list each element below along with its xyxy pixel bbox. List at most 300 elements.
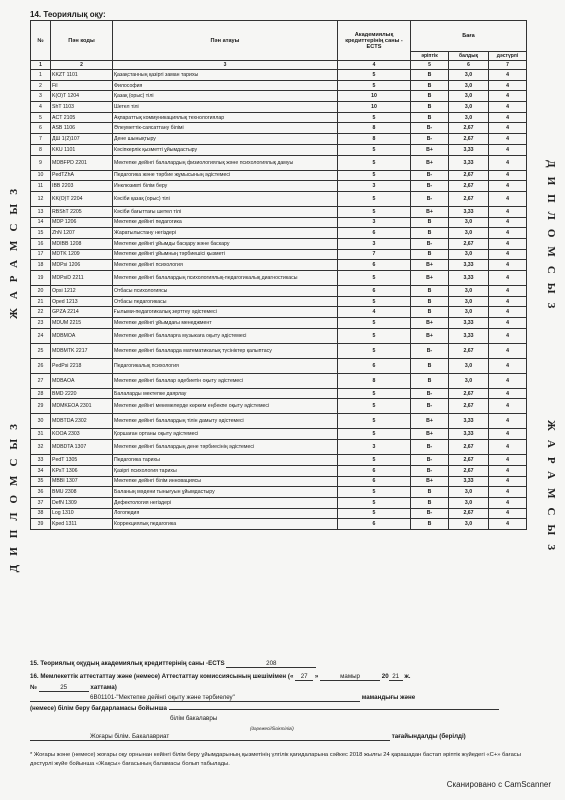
course-name: Педагогикалық психология (113, 358, 338, 373)
course-name: Мектепке дейінгі балаларға музыкаға оқыту әдістемесі (113, 328, 338, 343)
column-index-cell: 6 (449, 61, 489, 70)
table-row (31, 144, 527, 155)
column-index-cell: 3 (113, 61, 338, 70)
row-number: 34 (31, 465, 51, 476)
course-credits: 3 (338, 440, 411, 455)
table-row (31, 271, 527, 286)
table-row (31, 286, 527, 297)
row-number: 39 (31, 519, 51, 530)
grade-letter: B+ (411, 476, 449, 487)
grade-points: 3,0 (449, 80, 489, 91)
credits-total-line (30, 660, 316, 668)
row-number: 32 (31, 440, 51, 455)
grade-letter: B+ (411, 328, 449, 343)
row-number: 25 (31, 343, 51, 358)
section-title: 14. Теориялық оқу: (30, 10, 106, 19)
grade-letter: B+ (411, 318, 449, 329)
row-number: 5 (31, 112, 51, 123)
grade-traditional: 4 (489, 455, 527, 466)
grade-letter: B- (411, 238, 449, 249)
grade-points: 3,0 (449, 373, 489, 388)
header-traditional: дәстүрлі (489, 52, 527, 61)
table-row (31, 497, 527, 508)
grade-rows (31, 70, 527, 530)
grade-points: 3,0 (449, 91, 489, 102)
grade-traditional: 4 (489, 260, 527, 271)
grade-traditional: 4 (489, 476, 527, 487)
grade-letter: B- (411, 508, 449, 519)
grade-letter: B (411, 373, 449, 388)
course-name: Мектепке дейінгі ұйымның тәрбиешісі қызметі (113, 249, 338, 260)
table-row (31, 307, 527, 318)
grade-letter: B (411, 286, 449, 297)
grade-traditional: 4 (489, 102, 527, 113)
grade-traditional: 4 (489, 181, 527, 192)
course-credits: 10 (338, 91, 411, 102)
course-credits: 10 (338, 102, 411, 113)
course-name: Мектепке дейінгі білім инновациясы (113, 476, 338, 487)
grade-letter: B+ (411, 271, 449, 286)
row-number: 3 (31, 91, 51, 102)
table-row (31, 102, 527, 113)
grade-points: 3,0 (449, 249, 489, 260)
grade-traditional: 4 (489, 271, 527, 286)
course-code: MDP 1206 (51, 217, 113, 228)
course-code: MDBDTA 1307 (51, 440, 113, 455)
grade-traditional: 4 (489, 170, 527, 181)
grade-traditional: 4 (489, 80, 527, 91)
row-number: 36 (31, 487, 51, 498)
grade-letter: B (411, 296, 449, 307)
row-number: 9 (31, 155, 51, 170)
header-num: № (31, 21, 51, 61)
table-row (31, 155, 527, 170)
row-number: 21 (31, 296, 51, 307)
program-label: (немесе) білім беру бағдарламасы бойынша (30, 705, 167, 712)
course-credits: 5 (338, 343, 411, 358)
row-number: 38 (31, 508, 51, 519)
degree-line (30, 733, 530, 741)
grade-letter: B (411, 70, 449, 81)
column-index-cell: 7 (489, 61, 527, 70)
table-row (31, 519, 527, 530)
scanner-label: Сканировано с CamScanner (446, 780, 551, 789)
table-row (31, 170, 527, 181)
course-name: Педагогика тарихы (113, 455, 338, 466)
row-number: 18 (31, 260, 51, 271)
row-number: 14 (31, 217, 51, 228)
grade-letter: B- (411, 123, 449, 134)
course-code: Opsi 1212 (51, 286, 113, 297)
course-code: KPsT 1306 (51, 465, 113, 476)
course-code: GPZA 2214 (51, 307, 113, 318)
course-code: BMU 2308 (51, 487, 113, 498)
row-number: 29 (31, 399, 51, 414)
grade-points: 3,33 (449, 206, 489, 217)
course-credits: 5 (338, 80, 411, 91)
grade-letter: B (411, 217, 449, 228)
grade-points: 2,67 (449, 465, 489, 476)
course-credits: 4 (338, 307, 411, 318)
grade-points: 3,33 (449, 144, 489, 155)
course-credits: 6 (338, 260, 411, 271)
grade-letter: B- (411, 399, 449, 414)
degree-value: Жоғары білім. Бакалавриат (30, 733, 390, 741)
course-name: Балаларды мектепке даярлау (113, 388, 338, 399)
course-name: Дене шынықтыру (113, 134, 338, 145)
protocol-note: хаттама) (90, 684, 117, 691)
grade-points: 3,0 (449, 70, 489, 81)
course-credits: 8 (338, 134, 411, 145)
program-value: білім бакалавры (170, 715, 218, 722)
grade-points: 2,67 (449, 343, 489, 358)
degree-sub-note: (дәрежесі/біліктілігі) (250, 726, 294, 731)
attestation-year-prefix: 20 (381, 673, 389, 680)
grade-traditional: 4 (489, 238, 527, 249)
credits-total-label: 15. Теориялық оқудың академиялық кредиттерінің саны -ECTS (30, 660, 225, 667)
course-credits: 5 (338, 170, 411, 181)
course-credits: 5 (338, 271, 411, 286)
row-number: 6 (31, 123, 51, 134)
course-name: Коррекциялық педагогика (113, 519, 338, 530)
column-index-cell: 2 (51, 61, 113, 70)
grade-letter: B (411, 80, 449, 91)
course-code: ASB 1106 (51, 123, 113, 134)
course-name: Мектепке дейінгі балалардың психологиялық-педагогикалық диагностикасы (113, 271, 338, 286)
table-row (31, 343, 527, 358)
grade-traditional: 4 (489, 112, 527, 123)
specialty-line (30, 694, 530, 702)
course-code: KK(O)T 2204 (51, 191, 113, 206)
grade-points: 2,67 (449, 191, 489, 206)
grade-points: 2,67 (449, 388, 489, 399)
grade-letter: B (411, 358, 449, 373)
grade-traditional: 4 (489, 487, 527, 498)
course-code: Kped 1311 (51, 519, 113, 530)
row-number: 37 (31, 497, 51, 508)
course-name: Мектепке дейінгі ұйымды басқару және баскару (113, 238, 338, 249)
course-code: MDBTDA 2302 (51, 414, 113, 429)
grade-traditional: 4 (489, 399, 527, 414)
course-name: Кәсіпкерлік қызметті ұйымдастыру (113, 144, 338, 155)
course-name: Қазіргі психология тарихы (113, 465, 338, 476)
grade-traditional: 4 (489, 123, 527, 134)
course-code: MDBFPD 2201 (51, 155, 113, 170)
protocol-num: 25 (39, 684, 89, 692)
column-index-cell: 1 (31, 61, 51, 70)
course-name: Мектепке дейінгі балалардың тілін дамыту әдістемесі (113, 414, 338, 429)
course-code: Log 1310 (51, 508, 113, 519)
grade-letter: B- (411, 134, 449, 145)
attestation-quote: » (314, 673, 319, 680)
watermark-left-top: ЖАРАМСЫЗ (8, 180, 20, 320)
grade-points: 3,33 (449, 318, 489, 329)
course-code: PedTZhA (51, 170, 113, 181)
course-name: Мектепке дейінгі балаларда математикалық түсініктер қалыптасу (113, 343, 338, 358)
course-code: MDBMTK 2217 (51, 343, 113, 358)
grade-traditional: 4 (489, 286, 527, 297)
grade-points: 2,67 (449, 181, 489, 192)
course-name: Қазақстанның қазіргі заман тарихы (113, 70, 338, 81)
course-credits: 5 (338, 296, 411, 307)
table-row (31, 70, 527, 81)
row-number: 1 (31, 70, 51, 81)
grade-traditional: 4 (489, 465, 527, 476)
grade-points: 2,67 (449, 508, 489, 519)
grades-table (30, 20, 527, 530)
course-code: MDPsi 1206 (51, 260, 113, 271)
table-row (31, 296, 527, 307)
table-row (31, 123, 527, 134)
grade-letter: B- (411, 191, 449, 206)
grade-traditional: 4 (489, 414, 527, 429)
table-row (31, 217, 527, 228)
grade-traditional: 4 (489, 497, 527, 508)
grade-letter: B (411, 497, 449, 508)
table-row (31, 134, 527, 145)
grade-traditional: 4 (489, 155, 527, 170)
row-number: 19 (31, 271, 51, 286)
course-credits: 6 (338, 476, 411, 487)
row-number: 31 (31, 429, 51, 440)
row-number: 23 (31, 318, 51, 329)
course-name: Қазақ (орыс) тілі (113, 91, 338, 102)
grade-letter: B- (411, 343, 449, 358)
grade-points: 3,0 (449, 358, 489, 373)
column-index-row (31, 61, 527, 70)
grade-points: 3,0 (449, 487, 489, 498)
course-code: RBShT 2205 (51, 206, 113, 217)
course-code: ACT 2105 (51, 112, 113, 123)
course-name: Мектепке дейінгі психология (113, 260, 338, 271)
protocol-line (30, 684, 117, 692)
course-name: Мектепке дейінгі балалардың физиологиялық және психологиялық дамуы (113, 155, 338, 170)
grade-letter: B- (411, 440, 449, 455)
course-name: Инклюзивті білім беру (113, 181, 338, 192)
attestation-year: 21 (389, 673, 403, 681)
course-name: Ақпараттық коммуникациялық технологиялар (113, 112, 338, 123)
grade-points: 3,0 (449, 286, 489, 297)
course-code: Fil (51, 80, 113, 91)
course-credits: 5 (338, 508, 411, 519)
grade-points: 3,0 (449, 497, 489, 508)
row-number: 26 (31, 358, 51, 373)
grade-traditional: 4 (489, 134, 527, 145)
table-row (31, 399, 527, 414)
course-name: Баланың мәдени тынығуын ұйымдастыру (113, 487, 338, 498)
grade-points: 3,0 (449, 217, 489, 228)
grade-points: 3,33 (449, 260, 489, 271)
course-name: Әлеуметтік-саясаттану білімі (113, 123, 338, 134)
grade-points: 3,0 (449, 228, 489, 239)
program-line (30, 705, 530, 712)
program-rule (169, 709, 499, 710)
course-code: MBBI 1307 (51, 476, 113, 487)
grade-letter: B+ (411, 414, 449, 429)
course-credits: 5 (338, 70, 411, 81)
grade-traditional: 4 (489, 519, 527, 530)
table-row (31, 228, 527, 239)
row-number: 27 (31, 373, 51, 388)
course-code: DefN 1309 (51, 497, 113, 508)
grade-points: 3,0 (449, 296, 489, 307)
grade-traditional: 4 (489, 429, 527, 440)
table-row (31, 476, 527, 487)
row-number: 33 (31, 455, 51, 466)
row-number: 2 (31, 80, 51, 91)
grade-points: 2,67 (449, 238, 489, 249)
row-number: 30 (31, 414, 51, 429)
grade-traditional: 4 (489, 144, 527, 155)
course-credits: 8 (338, 373, 411, 388)
course-credits: 6 (338, 519, 411, 530)
header-name: Пән атауы (113, 21, 338, 61)
course-credits: 3 (338, 217, 411, 228)
course-credits: 7 (338, 249, 411, 260)
course-name: Мектепке дейінгі ұйымдағы менеджмент (113, 318, 338, 329)
grade-points: 2,67 (449, 455, 489, 466)
table-row (31, 414, 527, 429)
grade-traditional: 4 (489, 373, 527, 388)
course-name: Мектепке дейінгі балалар әдебиетін оқыту әдістемесі (113, 373, 338, 388)
table-row (31, 206, 527, 217)
grade-points: 3,33 (449, 271, 489, 286)
degree-awarded: тағайындалды (берілді) (391, 733, 466, 740)
row-number: 4 (31, 102, 51, 113)
course-code: IBB 2203 (51, 181, 113, 192)
course-name: Отбасы психологиясы (113, 286, 338, 297)
grade-points: 2,67 (449, 134, 489, 145)
credits-total-value: 208 (226, 660, 316, 668)
course-name: Педагогика және тәрбие жұмысының әдістемесі (113, 170, 338, 181)
course-name: Отбасы педагогикасы (113, 296, 338, 307)
grade-letter: B (411, 112, 449, 123)
row-number: 22 (31, 307, 51, 318)
table-row (31, 487, 527, 498)
grade-letter: B- (411, 181, 449, 192)
course-code: K(O)T 1204 (51, 91, 113, 102)
course-name: Мектепке дейінгі педагогика (113, 217, 338, 228)
header-letter: әріптік (411, 52, 449, 61)
course-credits: 5 (338, 455, 411, 466)
row-number: 11 (31, 181, 51, 192)
course-credits: 6 (338, 228, 411, 239)
grade-traditional: 4 (489, 440, 527, 455)
course-name: Жаратылыстану негіздері (113, 228, 338, 239)
course-name: Логопедия (113, 508, 338, 519)
watermark-right-top: ДИПЛОМСЫЗ (545, 160, 557, 318)
course-code: KOOA 2303 (51, 429, 113, 440)
table-row (31, 191, 527, 206)
table-row (31, 238, 527, 249)
table-row (31, 388, 527, 399)
grade-traditional: 4 (489, 358, 527, 373)
course-code: ДШ 1(2)107 (51, 134, 113, 145)
table-row (31, 440, 527, 455)
grade-traditional: 4 (489, 70, 527, 81)
attestation-line (30, 673, 411, 681)
grade-letter: B+ (411, 429, 449, 440)
header-points: балдық (449, 52, 489, 61)
table-row (31, 91, 527, 102)
course-credits: 5 (338, 206, 411, 217)
grade-letter: B+ (411, 144, 449, 155)
grade-letter: B (411, 91, 449, 102)
course-credits: 5 (338, 191, 411, 206)
course-credits: 5 (338, 399, 411, 414)
grade-points: 2,67 (449, 170, 489, 181)
grade-traditional: 4 (489, 388, 527, 399)
grade-points: 3,33 (449, 476, 489, 487)
grade-points: 3,33 (449, 414, 489, 429)
attestation-day: 27 (295, 673, 313, 681)
grade-traditional: 4 (489, 228, 527, 239)
course-code: BMD 2220 (51, 388, 113, 399)
grade-traditional: 4 (489, 318, 527, 329)
course-code: ShT 1103 (51, 102, 113, 113)
grade-letter: B (411, 519, 449, 530)
header-code: Пән коды (51, 21, 113, 61)
grade-traditional: 4 (489, 508, 527, 519)
course-name: Қоршаған ортаны оқыту әдістемесі (113, 429, 338, 440)
header-grade: Баға (411, 21, 527, 52)
header-credits: Академиялық кредиттерінің саны - ECTS (338, 21, 411, 61)
grades-table-wrapper (30, 20, 526, 530)
table-row (31, 465, 527, 476)
grade-letter: B (411, 102, 449, 113)
table-row (31, 80, 527, 91)
course-credits: 6 (338, 286, 411, 297)
grade-traditional: 4 (489, 343, 527, 358)
grade-traditional: 4 (489, 91, 527, 102)
course-credits: 8 (338, 123, 411, 134)
course-credits: 5 (338, 318, 411, 329)
table-row (31, 249, 527, 260)
course-code: KKU 1101 (51, 144, 113, 155)
grade-points: 3,0 (449, 112, 489, 123)
specialty-value: 6B01101-"Мектепке дейінгі оқыту және тәрбиелеу" (30, 694, 360, 702)
row-number: 8 (31, 144, 51, 155)
course-code: MDPsiD 2211 (51, 271, 113, 286)
column-index-cell: 5 (411, 61, 449, 70)
table-row (31, 455, 527, 466)
course-code: MDUM 2215 (51, 318, 113, 329)
protocol-num-label: № (30, 684, 37, 691)
grade-letter: B (411, 487, 449, 498)
grade-points: 3,0 (449, 519, 489, 530)
row-number: 10 (31, 170, 51, 181)
attestation-label: 16. Мемлекеттік аттестаттау және (немесе) Аттестаттау комиссиясының шешімімен (« (30, 673, 294, 680)
course-credits: 5 (338, 487, 411, 498)
course-credits: 5 (338, 497, 411, 508)
course-credits: 6 (338, 465, 411, 476)
attestation-month: мамыр (320, 673, 380, 681)
course-credits: 3 (338, 238, 411, 249)
course-name: Кәсіби қазақ (орыс) тілі (113, 191, 338, 206)
row-number: 17 (31, 249, 51, 260)
row-number: 16 (31, 238, 51, 249)
grade-letter: B (411, 249, 449, 260)
table-row (31, 373, 527, 388)
row-number: 7 (31, 134, 51, 145)
grade-traditional: 4 (489, 296, 527, 307)
grade-letter: B+ (411, 206, 449, 217)
grade-points: 3,0 (449, 307, 489, 318)
course-credits: 5 (338, 328, 411, 343)
grade-letter: B- (411, 455, 449, 466)
table-row (31, 508, 527, 519)
course-code: MDTK 1209 (51, 249, 113, 260)
